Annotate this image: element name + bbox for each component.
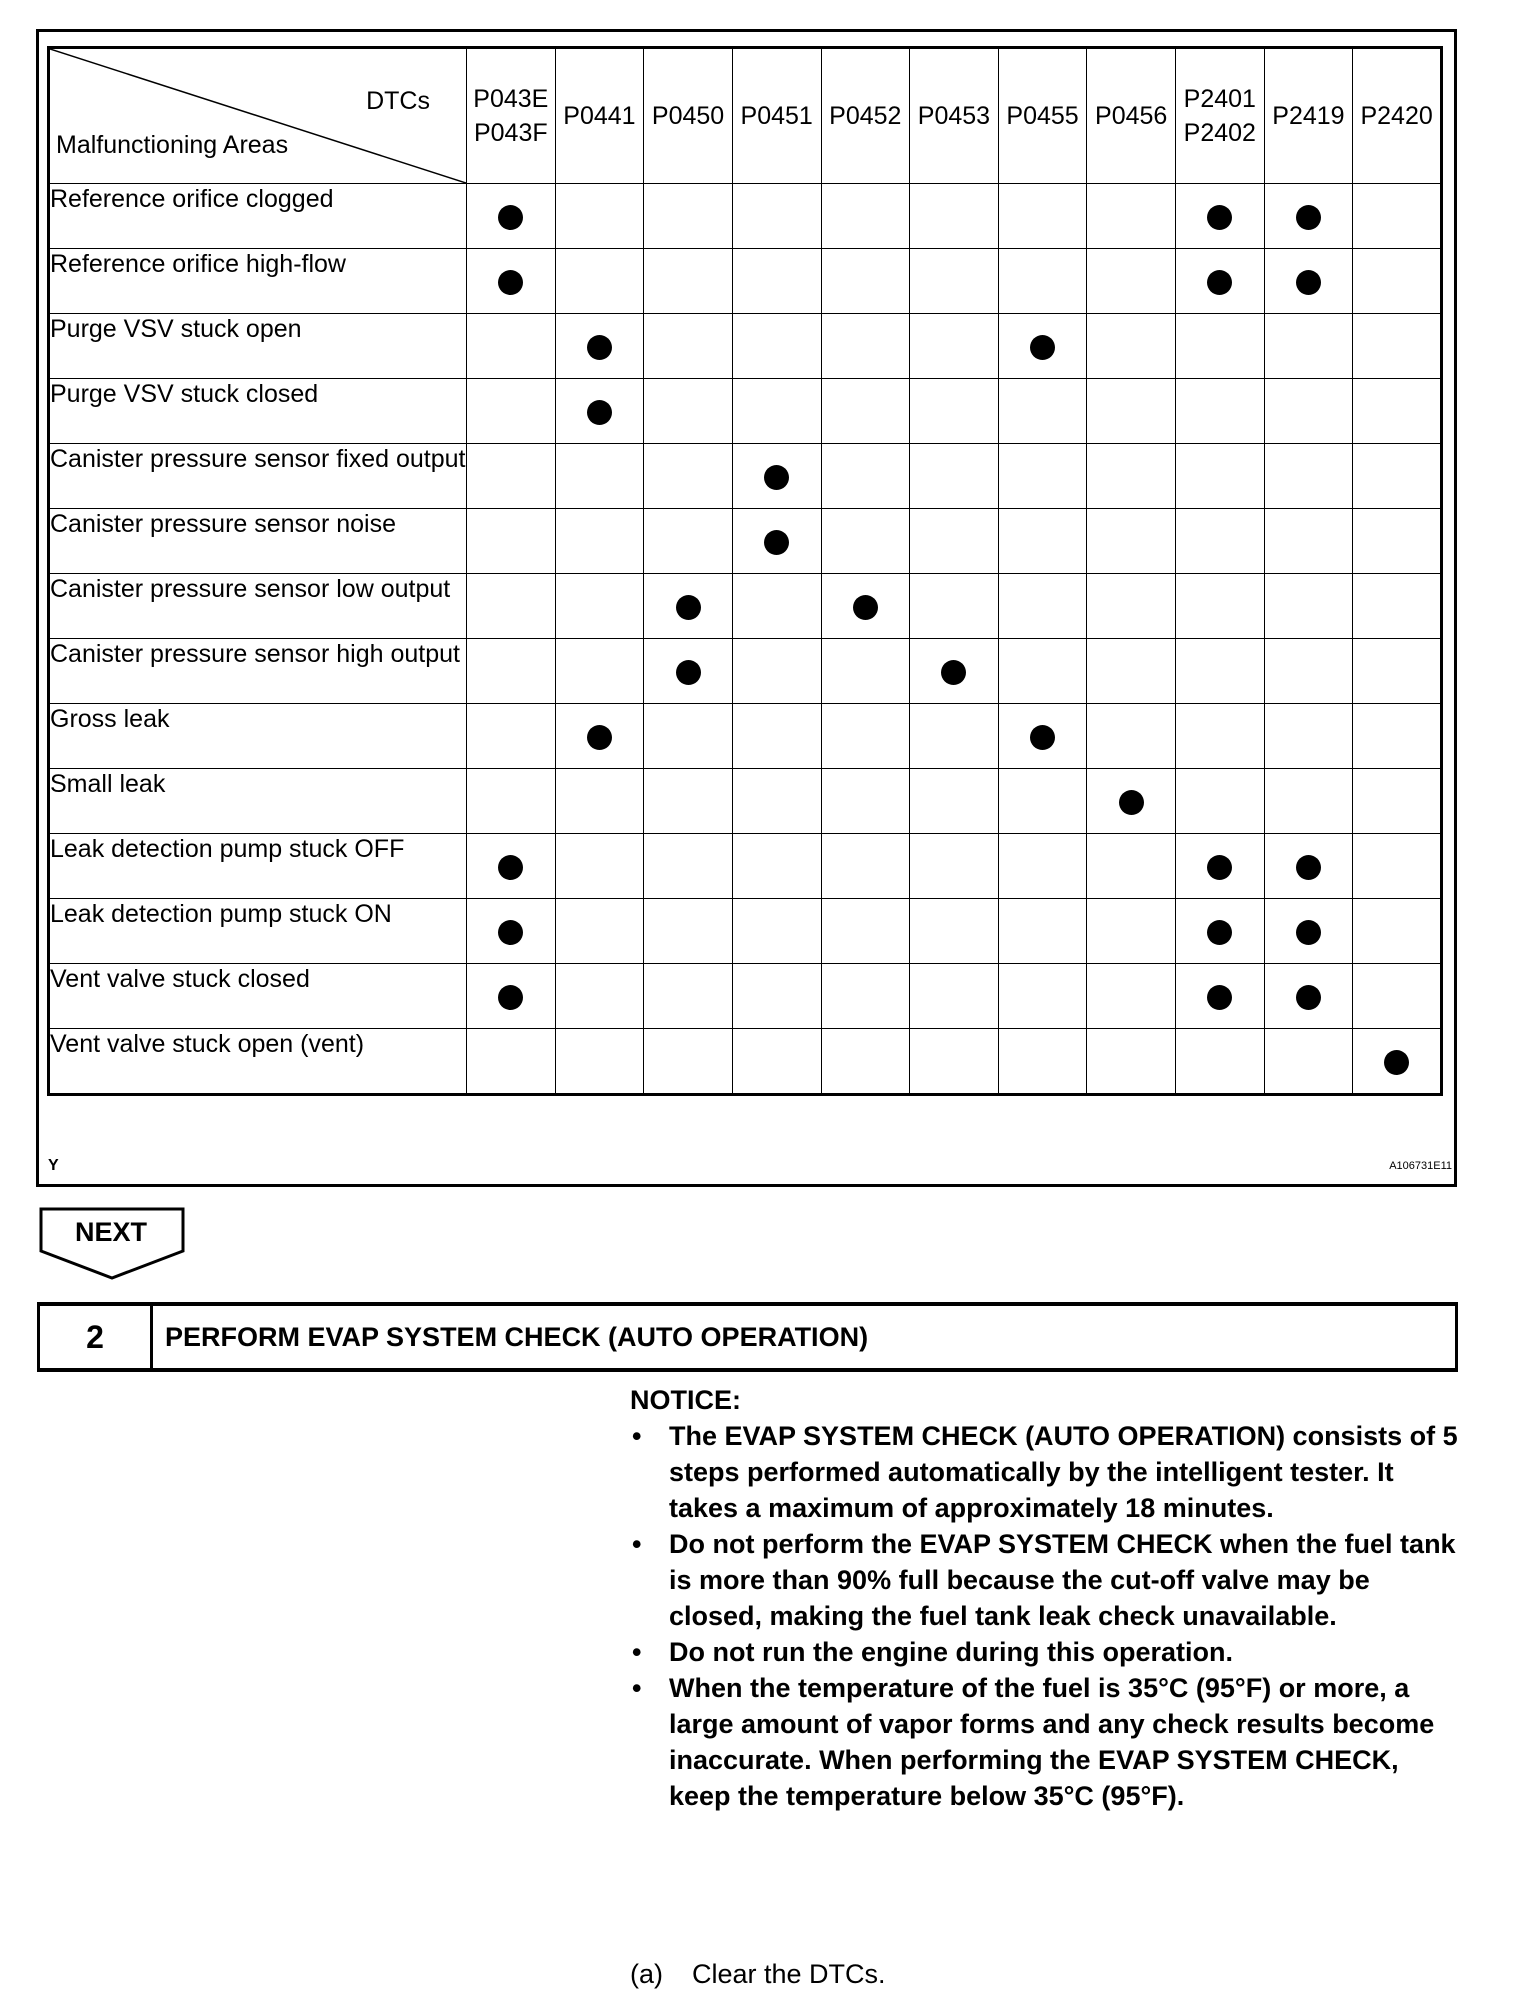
dtc-cell [644,184,733,249]
dtc-cell [644,964,733,1029]
dtc-cell [732,379,821,444]
dtc-cell [644,314,733,379]
dtc-cell [644,834,733,899]
filled-circle-icon [676,595,701,620]
filled-circle-icon [1030,335,1055,360]
dtc-cell [467,444,556,509]
dtc-cell [1353,379,1442,444]
dtc-cell [467,379,556,444]
filled-circle-icon [1030,725,1055,750]
dtc-cell [1353,899,1442,964]
step-header [37,1302,1458,1372]
dtc-cell [1264,574,1353,639]
dtc-cell [732,1029,821,1095]
dtc-cell [467,639,556,704]
dtc-cell [555,574,644,639]
dtc-cell [821,249,910,314]
dtc-code: P0456 [1095,102,1168,130]
dtc-cell [1353,574,1442,639]
dtc-code: P043E [473,85,549,113]
dtc-column-header [1264,48,1353,184]
dtc-cell [1176,574,1265,639]
notice-list [630,1418,1460,1814]
malfunction-area-cell: Purge VSV stuck open [49,314,467,379]
dtc-code: P2401 [1183,85,1256,113]
table-row [49,704,1442,769]
dtc-cell [821,184,910,249]
dtc-cell [1087,574,1176,639]
dtc-cell [1176,964,1265,1029]
dtc-cell [1264,1029,1353,1095]
dtc-cell [1176,639,1265,704]
figure-id: A106731E11 [1389,1160,1452,1172]
malfunction-area-cell: Reference orifice high-flow [49,249,467,314]
dtc-cell [1353,1029,1442,1095]
dtc-cell [821,899,910,964]
filled-circle-icon [1296,270,1321,295]
dtc-cell [1264,899,1353,964]
dtc-cell [555,834,644,899]
dtc-cell [910,639,999,704]
dtc-cell [910,964,999,1029]
dtc-cell [732,444,821,509]
dtc-cell [555,899,644,964]
table-row [49,834,1442,899]
dtc-cell [555,379,644,444]
dtc-cell [1264,444,1353,509]
dtc-cell [644,509,733,574]
dtc-cell [1176,184,1265,249]
dtc-code: P0455 [1006,102,1079,130]
dtc-cell [467,314,556,379]
dtc-cell [998,704,1087,769]
dtc-cell [998,249,1087,314]
dtc-cell [732,639,821,704]
malfunction-area-cell: Gross leak [49,704,467,769]
filled-circle-icon [764,530,789,555]
table-row [49,444,1442,509]
dtc-cell [644,574,733,639]
dtc-cell [998,834,1087,899]
notice-item: • Do not run the engine during this operation. [630,1634,1460,1670]
dtc-cell [1176,509,1265,574]
dtc-matrix-table [47,46,1443,1096]
dtc-cell [998,509,1087,574]
filled-circle-icon [587,335,612,360]
dtc-cell [555,184,644,249]
dtc-cell [910,899,999,964]
dtc-cell [910,509,999,574]
dtc-cell [732,314,821,379]
table-row [49,249,1442,314]
dtc-cell [821,314,910,379]
dtc-column-header [1353,48,1442,184]
dtc-cell [467,769,556,834]
dtc-code: P0441 [563,102,636,130]
dtc-cell [732,509,821,574]
dtc-column-header [467,48,556,184]
dtc-cell [1087,704,1176,769]
dtc-cell [910,444,999,509]
dtc-cell [555,314,644,379]
dtc-cell [998,379,1087,444]
filled-circle-icon [941,660,966,685]
step-number: 2 [40,1306,153,1368]
figure-footer-left: Y [48,1157,59,1174]
dtc-cell [1353,639,1442,704]
dtc-cell [644,249,733,314]
substep-text: Clear the DTCs. [692,1959,886,1989]
dtc-cell [998,184,1087,249]
filled-circle-icon [1207,985,1232,1010]
dtc-cell [1353,704,1442,769]
dtc-cell [732,769,821,834]
dtc-cell [821,769,910,834]
dtc-cell [644,704,733,769]
corner-header-cell [49,48,467,184]
filled-circle-icon [1384,1050,1409,1075]
dtc-cell [1087,769,1176,834]
dtc-cell [998,899,1087,964]
dtc-column-header [1176,48,1265,184]
dtc-cell [644,769,733,834]
malfunction-area-cell: Leak detection pump stuck ON [49,899,467,964]
dtc-cell [1264,314,1353,379]
table-row [49,574,1442,639]
dtc-cell [1264,639,1353,704]
dtc-cell [998,574,1087,639]
dtc-cell [821,834,910,899]
dtc-column-header [1087,48,1176,184]
dtc-cell [998,444,1087,509]
dtc-cell [910,704,999,769]
filled-circle-icon [676,660,701,685]
dtc-cell [821,639,910,704]
malfunction-area-cell: Leak detection pump stuck OFF [49,834,467,899]
dtc-code: P043F [473,119,548,147]
dtc-cell [1176,1029,1265,1095]
dtc-cell [1087,249,1176,314]
dtc-cell [910,184,999,249]
dtc-cell [821,444,910,509]
malfunction-area-cell: Canister pressure sensor noise [49,509,467,574]
dtc-cell [1264,704,1353,769]
dtc-cell [998,769,1087,834]
dtc-cell [555,769,644,834]
dtc-cell [467,1029,556,1095]
dtc-cell [821,704,910,769]
dtc-column-header [998,48,1087,184]
dtc-cell [1087,964,1176,1029]
dtc-cell [732,964,821,1029]
dtc-cell [1176,834,1265,899]
dtc-cell [1353,509,1442,574]
filled-circle-icon [498,270,523,295]
filled-circle-icon [764,465,789,490]
substep-a [630,1959,886,1990]
malfunction-area-cell: Purge VSV stuck closed [49,379,467,444]
filled-circle-icon [498,205,523,230]
dtc-cell [1087,314,1176,379]
dtc-cell [821,964,910,1029]
dtc-cell [1264,509,1353,574]
dtc-cell [821,1029,910,1095]
dtc-cell [1087,899,1176,964]
dtc-code: P0453 [917,102,991,130]
filled-circle-icon [498,985,523,1010]
notice-item: • When the temperature of the fuel is 35°C (95°F) or more, a large amount of vapor forms and any check results become inaccurate. When performing the EVAP SYSTEM CHECK, keep the temperature below 35°C (95°F). [630,1670,1460,1814]
dtc-cell [910,314,999,379]
dtc-code: P0451 [740,102,813,130]
filled-circle-icon [1207,855,1232,880]
dtc-code: P2419 [1272,102,1345,130]
dtc-cell [1176,769,1265,834]
dtc-cell [1176,444,1265,509]
dtc-column-header [821,48,910,184]
dtc-cell [998,1029,1087,1095]
next-button[interactable] [39,1207,185,1280]
dtc-cell [1264,769,1353,834]
table-header-row [49,48,1442,184]
dtc-cell [1087,509,1176,574]
dtc-cell [555,964,644,1029]
filled-circle-icon [1207,920,1232,945]
notice-heading: NOTICE: [630,1385,741,1415]
dtc-cell [732,899,821,964]
dtc-column-header [732,48,821,184]
dtc-cell [1264,184,1353,249]
dtc-cell [821,509,910,574]
dtc-cell [1353,314,1442,379]
dtc-cell [910,1029,999,1095]
dtc-code: P0450 [651,102,725,130]
dtc-cell [467,184,556,249]
dtc-cell [1264,964,1353,1029]
dtc-cell [1264,834,1353,899]
dtc-cell [1353,964,1442,1029]
next-button-label: NEXT [74,1217,147,1247]
malfunction-area-cell: Vent valve stuck closed [49,964,467,1029]
filled-circle-icon [587,725,612,750]
table-row [49,964,1442,1029]
malfunction-area-cell: Reference orifice clogged [49,184,467,249]
dtc-cell [1087,444,1176,509]
dtc-code: P2420 [1360,102,1433,130]
notice-item: • Do not perform the EVAP SYSTEM CHECK when the fuel tank is more than 90% full because the cut-off valve may be closed, making the fuel tank leak check unavailable. [630,1526,1460,1634]
malfunction-area-cell: Vent valve stuck open (vent) [49,1029,467,1095]
dtc-cell [1087,639,1176,704]
dtc-cell [998,639,1087,704]
dtc-column-header [910,48,999,184]
dtc-cell [998,964,1087,1029]
dtc-column-header [555,48,644,184]
dtc-cell [644,444,733,509]
dtc-code: P2402 [1183,119,1256,147]
dtc-cell [732,249,821,314]
dtc-cell [644,899,733,964]
dtc-cell [821,574,910,639]
filled-circle-icon [1207,270,1232,295]
filled-circle-icon [1207,205,1232,230]
dtc-cell [644,1029,733,1095]
dtc-cell [1353,444,1442,509]
dtc-cell [910,249,999,314]
corner-dtcs-label: DTCs [366,87,430,115]
step-title: PERFORM EVAP SYSTEM CHECK (AUTO OPERATION) [165,1321,869,1352]
dtc-cell [998,314,1087,379]
dtc-cell [1264,379,1353,444]
table-row [49,1029,1442,1095]
dtc-cell [467,574,556,639]
filled-circle-icon [1296,205,1321,230]
dtc-cell [467,249,556,314]
table-row [49,769,1442,834]
dtc-cell [910,769,999,834]
table-row [49,184,1442,249]
dtc-cell [910,834,999,899]
dtc-cell [1176,314,1265,379]
filled-circle-icon [1296,920,1321,945]
dtc-code: P0452 [829,102,902,130]
dtc-cell [732,704,821,769]
dtc-cell [1176,899,1265,964]
dtc-cell [1353,184,1442,249]
notice-item: • The EVAP SYSTEM CHECK (AUTO OPERATION) consists of 5 steps performed automatically by the intelligent tester. It takes a maximum of approximately 18 minutes. [630,1418,1460,1526]
dtc-cell [1087,379,1176,444]
dtc-cell [1353,249,1442,314]
dtc-cell [467,509,556,574]
dtc-cell [467,964,556,1029]
dtc-cell [644,379,733,444]
dtc-cell [555,639,644,704]
dtc-cell [555,249,644,314]
dtc-cell [910,379,999,444]
filled-circle-icon [1119,790,1144,815]
dtc-cell [555,704,644,769]
dtc-cell [732,834,821,899]
malfunction-area-cell: Canister pressure sensor low output [49,574,467,639]
malfunction-area-cell: Small leak [49,769,467,834]
dtc-cell [1087,184,1176,249]
malfunction-area-cell: Canister pressure sensor high output [49,639,467,704]
dtc-cell [1176,249,1265,314]
dtc-cell [1087,1029,1176,1095]
dtc-cell [1176,379,1265,444]
filled-circle-icon [1296,985,1321,1010]
filled-circle-icon [587,400,612,425]
filled-circle-icon [498,855,523,880]
malfunction-area-cell: Canister pressure sensor fixed output [49,444,467,509]
dtc-cell [555,444,644,509]
dtc-cell [1176,704,1265,769]
dtc-cell [821,379,910,444]
dtc-column-header [644,48,733,184]
table-row [49,509,1442,574]
filled-circle-icon [853,595,878,620]
table-row [49,639,1442,704]
dtc-cell [467,834,556,899]
filled-circle-icon [1296,855,1321,880]
table-row [49,899,1442,964]
corner-areas-label: Malfunctioning Areas [56,131,289,159]
dtc-cell [910,574,999,639]
diagonal-line [50,49,466,183]
dtc-cell [555,509,644,574]
table-row [49,379,1442,444]
table-row [49,314,1442,379]
notice-block [630,1382,1460,1814]
dtc-cell [644,639,733,704]
substep-label: (a) [630,1959,663,1989]
dtc-cell [555,1029,644,1095]
dtc-cell [467,704,556,769]
dtc-cell [1264,249,1353,314]
dtc-cell [467,899,556,964]
dtc-cell [1353,769,1442,834]
dtc-cell [732,574,821,639]
dtc-cell [1353,834,1442,899]
dtc-cell [732,184,821,249]
dtc-cell [1087,834,1176,899]
filled-circle-icon [498,920,523,945]
